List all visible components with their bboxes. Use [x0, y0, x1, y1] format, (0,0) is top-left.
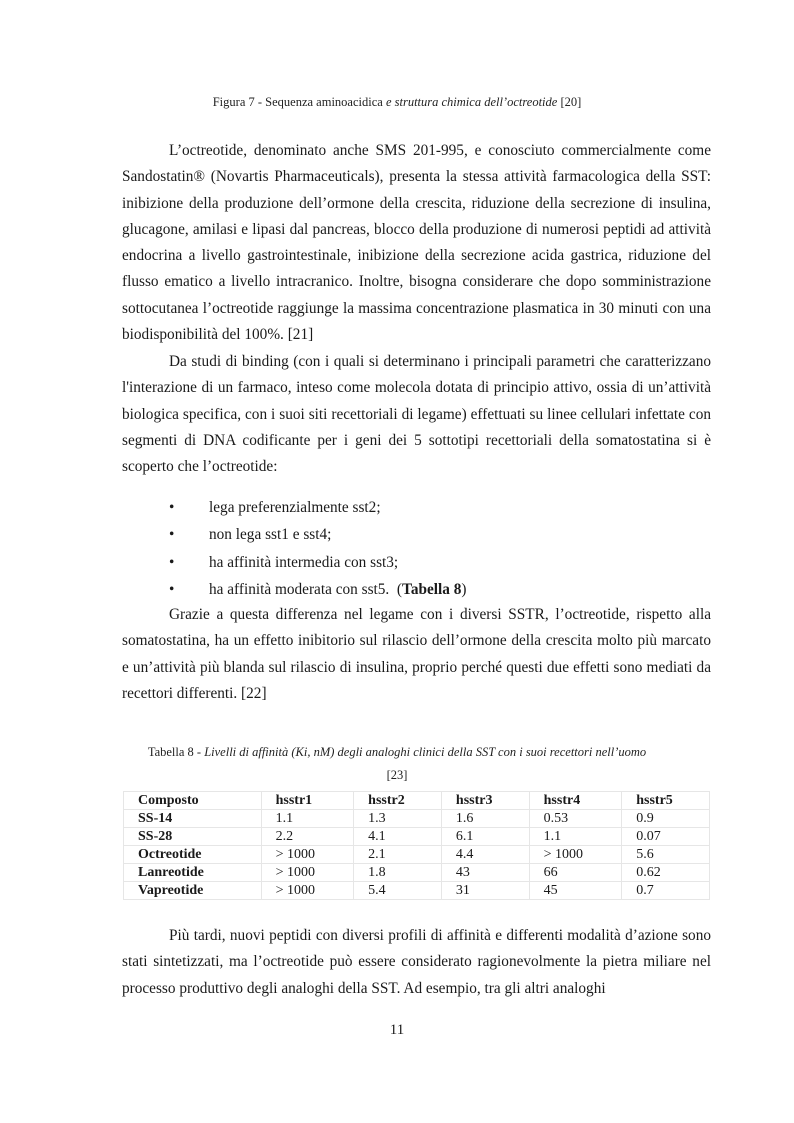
table-row [124, 846, 710, 864]
paragraph-later-peptides: Più tardi, nuovi peptidi con diversi profili di affinità e differenti modalità d’azione sono stati sintetizzati, ma l’octreotide può essere considerato ragionevolmente la pietra miliare nel processo produttivo degli analoghi della SST. Ad esempio, tra gli altri analoghi [122, 927, 711, 997]
bullet-text: ha affinità intermedia con sst3; [209, 553, 399, 571]
bullet-marker: • [169, 580, 175, 598]
value-cell: 1.1 [261, 810, 354, 828]
value-cell: 2.2 [261, 828, 354, 846]
value-cell: > 1000 [261, 882, 354, 900]
value-cell: 31 [441, 882, 529, 900]
paragraph-octreotide-intro: L’octreotide, denominato anche SMS 201-995, e conosciuto commercialmente come Sandostatin® (Novartis Pharmaceuticals), presenta la stessa attività farmacologica della SST: inibizione della produzione dell’ormone della crescita, riduzione della secrezione di insulina, glucagone, amilasi e lipasi dal pancreas, blocco della produzione di numerosi peptidi ad attività endocrina a livello gastrointestinale, inibizione della secrezione acida gastrica, riduzione del flusso ematico a livello intracranico. Inoltre, bisogna considerare che dopo somministrazione sottocutanea l’octreotide raggiunge la massima concentrazione plasmatica in 30 minuti con una biodisponibilità del 100%. [21] [122, 142, 711, 344]
compound-cell: SS-28 [124, 828, 262, 846]
value-cell: 45 [529, 882, 622, 900]
table-ref-open: ( [396, 580, 403, 598]
value-cell: 1.6 [441, 810, 529, 828]
value-cell: 5.4 [354, 882, 442, 900]
value-cell: 43 [441, 864, 529, 882]
value-cell: 0.07 [622, 828, 710, 846]
value-cell: 0.53 [529, 810, 622, 828]
compound-cell: SS-14 [124, 810, 262, 828]
value-cell: 2.1 [354, 846, 442, 864]
page-number: 11 [389, 1022, 405, 1038]
affinity-table [123, 791, 710, 900]
table-caption-ref: [23] [386, 768, 408, 782]
bullet-marker: • [169, 553, 175, 571]
compound-cell: Lanreotide [124, 864, 262, 882]
value-cell: > 1000 [261, 864, 354, 882]
value-cell: 1.3 [354, 810, 442, 828]
value-cell: 1.8 [354, 864, 442, 882]
affinity-bullet-list [122, 494, 711, 603]
header-cell: hsstr5 [622, 792, 710, 810]
compound-cell: Octreotide [124, 846, 262, 864]
figure-caption-ref: [20] [557, 95, 582, 109]
header-cell: hsstr1 [261, 792, 354, 810]
paragraph-binding-studies: Da studi di binding (con i quali si determinano i principali parametri che caratterizzano l'interazione di un farmaco, inteso come molecola dotata di principio attivo, ossia di un’attività biologica specifica, con i suoi siti recettoriali di legame) effettuati su linee cellulari infettate con segmenti di DNA codificante per i geni dei 5 sottotipi recettoriali della somatostatina si è scoperto che l’octreotide: [122, 353, 711, 476]
header-cell: hsstr4 [529, 792, 622, 810]
value-cell: 0.9 [622, 810, 710, 828]
value-cell: 0.7 [622, 882, 710, 900]
header-cell: hsstr3 [441, 792, 529, 810]
table-row [124, 882, 710, 900]
table-row [124, 828, 710, 846]
figure-caption-prefix: Figura 7 - Sequenza aminoacidica [212, 95, 386, 109]
compound-cell: Vapreotide [124, 882, 262, 900]
table-row [124, 864, 710, 882]
bullet-text: non lega sst1 e sst4; [209, 526, 332, 544]
value-cell: 1.1 [529, 828, 622, 846]
value-cell: > 1000 [529, 846, 622, 864]
value-cell: 4.1 [354, 828, 442, 846]
table-header-row [124, 792, 710, 810]
bullet-text: lega preferenzialmente sst2; [209, 499, 381, 516]
value-cell: 6.1 [441, 828, 529, 846]
value-cell: 5.6 [622, 846, 710, 864]
value-cell: 66 [529, 864, 622, 882]
value-cell: > 1000 [261, 846, 354, 864]
list-item [122, 521, 711, 548]
header-cell: Composto [124, 792, 262, 810]
table-caption-italic: Livelli di affinità (Ki, nM) degli analoghi clinici della SST con i suoi recettori nell’uomo [204, 745, 647, 759]
figure-caption-italic: e struttura chimica dell’octreotide [385, 95, 558, 109]
list-item [122, 494, 711, 521]
bullet-marker: • [169, 526, 175, 544]
figure-caption [0, 95, 794, 110]
table-caption-prefix: Tabella 8 - [147, 745, 205, 759]
table-ref-link[interactable]: Tabella 8 [402, 580, 462, 598]
table-row [124, 810, 710, 828]
header-cell: hsstr2 [354, 792, 442, 810]
bullet-text-last [209, 576, 467, 603]
paragraph-sstr-difference: Grazie a questa differenza nel legame con i diversi SSTR, l’octreotide, rispetto alla somatostatina, ha un effetto inibitorio sul rilascio dell’ormone della crescita molto più marcato e un’attività più blanda sul rilascio di insulina, proprio perché questi due effetti sono mediati da recettori differenti. [22] [122, 606, 711, 702]
table-caption [0, 745, 794, 760]
bullet-marker: • [169, 499, 175, 516]
value-cell: 4.4 [441, 846, 529, 864]
bullet-text: ha affinità moderata con sst5. [209, 580, 390, 598]
list-item [122, 549, 711, 576]
value-cell: 0.62 [622, 864, 710, 882]
table-ref-close: ) [461, 580, 467, 598]
list-item [122, 576, 711, 603]
